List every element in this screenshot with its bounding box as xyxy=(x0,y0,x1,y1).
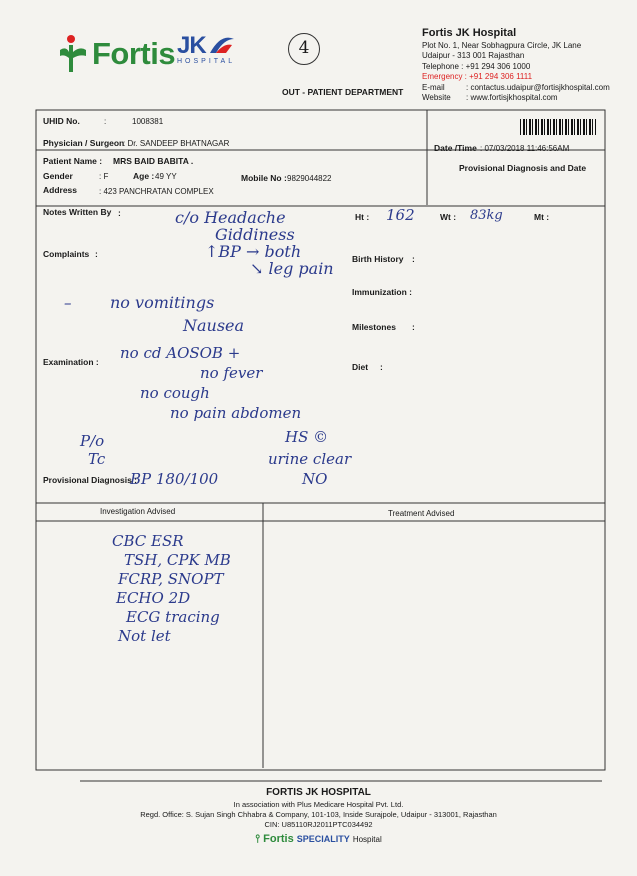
address-label: Address xyxy=(43,185,78,195)
hw-line: c/o Headache xyxy=(175,208,286,227)
address-value: : 423 PANCHRATAN COMPLEX xyxy=(99,187,214,196)
hw-hs: HS © xyxy=(285,428,329,446)
telephone: Telephone : +91 294 306 1000 xyxy=(422,61,531,71)
hw-line: Not let xyxy=(118,627,171,645)
email-label: E-mail xyxy=(422,82,445,92)
physician-value: : Dr. SANDEEP BHATNAGAR xyxy=(123,139,230,148)
uhid-sep: : xyxy=(104,117,107,126)
complaints-handwriting xyxy=(175,209,334,277)
ht-label: Ht : xyxy=(355,212,370,222)
patient-label: Patient Name : xyxy=(43,156,103,166)
footer-name: FORTIS JK HOSPITAL xyxy=(266,787,371,798)
milestones-sep: : xyxy=(412,322,415,332)
investigation-label: Investigation Advised xyxy=(100,507,176,516)
complaints-sep: : xyxy=(95,249,98,259)
website-value: : www.fortisjkhospital.com xyxy=(466,93,558,102)
hospital-name: Fortis JK Hospital xyxy=(422,27,517,39)
immunization-label: Immunization : xyxy=(352,287,412,297)
footer-regd: Regd. Office: S. Sujan Singh Chhabra & Company, 101-103, Inside Surajpole, Udaipur - 313001, Rajasthan xyxy=(140,810,497,819)
hw-line: ↘ leg pain xyxy=(250,259,334,278)
complaints-label: Complaints xyxy=(43,249,90,259)
email-value: : contactus.udaipur@fortisjkhospital.com xyxy=(466,82,610,92)
investigation-handwriting xyxy=(112,532,231,646)
examination-handwriting xyxy=(120,343,301,423)
milestones-label: Milestones xyxy=(352,322,396,332)
hw-no-vomiting: no vomitings xyxy=(110,293,215,312)
uhid-label: UHID No. xyxy=(43,116,80,126)
age-label: Age : xyxy=(133,171,155,181)
physician-label: Physician / Surgeon xyxy=(43,138,125,148)
hw-po: P/o xyxy=(80,432,105,450)
age-value: 49 YY xyxy=(155,172,177,181)
diet-sep: : xyxy=(380,362,383,372)
hw-line: no pain abdomen xyxy=(170,404,302,422)
hw-line: TSH, CPK MB xyxy=(124,551,231,569)
hw-bp: BP 180/100 xyxy=(130,470,219,488)
barcode xyxy=(520,119,596,135)
footer-assoc: In association with Plus Medicare Hospital Pvt. Ltd. xyxy=(233,800,404,809)
website-label: Website xyxy=(422,93,451,102)
department-title: OUT - PATIENT DEPARTMENT xyxy=(282,87,404,97)
address-line-1: Plot No. 1, Near Sobhagpura Circle, JK Lane xyxy=(422,40,582,50)
date-label: Date /Time xyxy=(434,143,477,153)
prov-dx-label: Provisional Diagnosis : xyxy=(43,475,137,485)
notes-label: Notes Written By xyxy=(43,207,112,217)
hw-line: no fever xyxy=(200,364,263,382)
gender-value: : F xyxy=(99,172,109,181)
jk-wordmark: JK xyxy=(177,32,206,59)
mobile-label: Mobile No : xyxy=(241,173,287,183)
birth-history-sep: : xyxy=(412,254,415,264)
emergency-phone: Emergency : +91 294 306 1111 xyxy=(422,72,533,81)
uhid-value: 1008381 xyxy=(132,117,164,126)
jk-subtitle: HOSPITAL xyxy=(177,58,236,65)
birth-history-label: Birth History xyxy=(352,254,404,264)
complaint-dash: – xyxy=(64,294,72,312)
footer-cin: CIN: U85110RJ2011PTC034492 xyxy=(264,820,373,829)
diet-label: Diet xyxy=(352,362,369,372)
footer-brand-c: Hospital xyxy=(352,835,382,844)
hw-line: ECG tracing xyxy=(126,608,220,626)
hw-line: no cd AOSOB + xyxy=(120,344,241,362)
examination-label: Examination : xyxy=(43,357,99,367)
mobile-value: 9829044822 xyxy=(287,174,332,183)
gender-label: Gender xyxy=(43,171,73,181)
footer-fortis-icon: ⫯ xyxy=(255,833,261,845)
hw-line: FCRP, SNOPT xyxy=(118,570,224,588)
hw-urine: urine clear xyxy=(268,450,352,468)
hw-line: CBC ESR xyxy=(112,532,184,550)
date-value: : 07/03/2018 11:46:56AM xyxy=(480,144,570,153)
hw-line: no cough xyxy=(140,384,210,402)
hw-line: ↑BP → both xyxy=(205,242,302,261)
notes-sep: : xyxy=(118,208,121,218)
wt-label: Wt : xyxy=(440,212,457,222)
hw-line: ECHO 2D xyxy=(116,589,191,607)
footer-brand-a: Fortis xyxy=(263,833,294,845)
hw-line: Giddiness xyxy=(215,225,295,244)
patient-value: MRS BAID BABITA . xyxy=(113,156,194,166)
address-line-2: Udaipur - 313 001 Rajasthan xyxy=(422,51,525,60)
page-number: 4 xyxy=(288,33,320,65)
footer-brand xyxy=(0,833,637,846)
ht-value: 162 xyxy=(386,206,415,224)
hw-tc: Tc xyxy=(88,450,106,468)
wt-value: 83kg xyxy=(470,208,503,223)
mt-label: Mt : xyxy=(534,212,550,222)
prov-dx-date-label: Provisional Diagnosis and Date xyxy=(459,163,587,173)
hw-no: NO xyxy=(302,470,328,488)
footer-brand-b: SPECIALITY xyxy=(296,834,350,844)
fortis-wordmark: Fortis xyxy=(92,36,176,71)
hw-nausea: Nausea xyxy=(183,316,245,335)
treatment-label: Treatment Advised xyxy=(388,509,455,518)
